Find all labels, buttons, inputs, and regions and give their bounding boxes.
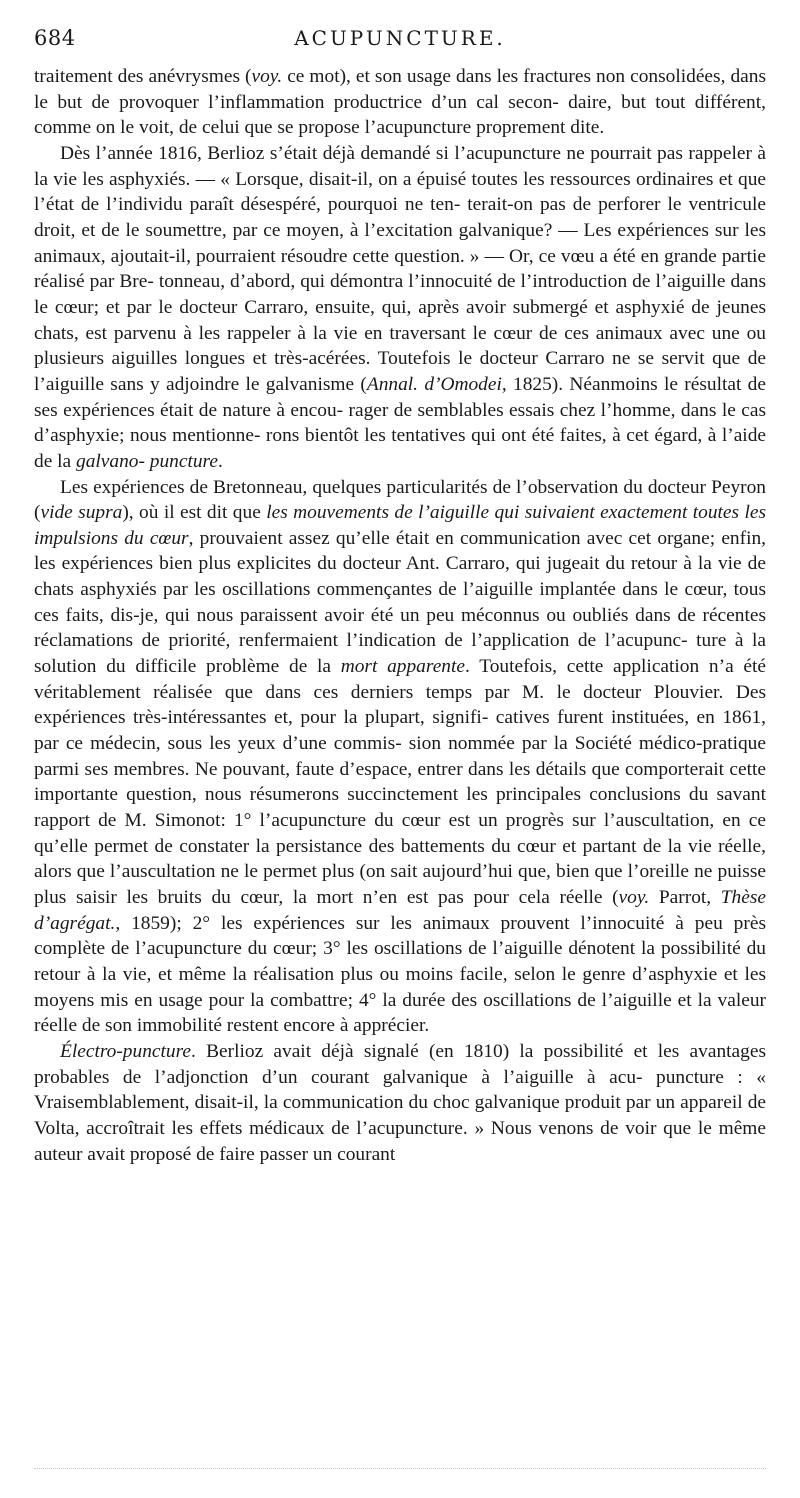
paragraph-4 (34, 1039, 766, 1167)
page-number: 684 (34, 26, 76, 50)
section-heading-electro-puncture: Électro-puncture (60, 1040, 192, 1062)
paragraph-3-text-c: ), où il est dit que (122, 502, 267, 524)
page-header (34, 26, 766, 56)
running-title: ACUPUNCTURE. (294, 26, 506, 50)
paragraph-3-text-a: Les expériences de Bretonneau, quelques particularités de l’observation du docteur Peyron ( (34, 476, 766, 524)
paragraph-1 (34, 64, 766, 141)
paragraph-3-text-g: . Toutefois, cette application n’a été véritablement réalisée que dans ces derniers temps par M. le docteur Plouvier. Des expériences très-intéressantes et, pour la plupart, signifi- catives furent instituées, en 1861, par ce médecin, sous les yeux d’une commis- sion nommée par la Société médico-pratique parmi ses membres. Ne pouvant, faute d’espace, entrer dans les détails que comporterait cette importante question, nous résumerons succinctement les principales conclusions du savant rapport de M. Simonot: 1° l’acupuncture du cœur est un progrès sur l’auscultation, en ce qu’elle permet de constater la persistance des battements du cœur et partant de la vie réelle, alors que l’auscultation ne le permet plus (on sait aujourd’hui que, bien que l’oreille ne puisse plus saisir les bruits du cœur, la mort n’en est pas pour cela réelle ( (34, 656, 766, 908)
paragraph-3-thesis: Thèse d’agrégat. (34, 887, 766, 934)
paragraph-2-text-c: , 1825). Néanmoins le résultat de ses expériences était de nature à encou- rager de semblables essais chez l’homme, dans le cas d’asphyxie; nous mentionne- rons bientôt les tentatives qui ont été faites, à cet égard, à l’aide de la (34, 373, 766, 472)
paragraph-3-text-e: , prouvaient assez qu’elle était en communication avec cet organe; enfin, les expériences bien plus explicites du docteur Ant. Carraro, qui jugeait du retour à la vie de chats asphyxiés par les oscillations commençantes de l’aiguille implantée dans le cœur, tous ces faits, dis-je, qui nous paraissent avoir été un peu méconnus ou oubliés dans de récentes réclamations de priorité, renfermaient l’indication de l’application de l’acupunc- ture à la solution du difficile problème de la (34, 527, 767, 678)
paragraph-1-voy: voy. (251, 66, 283, 87)
paragraph-2-term: galvano- puncture (76, 450, 218, 472)
paragraph-3-term: mort apparente (340, 656, 465, 678)
paragraph-3-quote: les mouvements de l’aiguille qui suivaient exactement toutes les impulsions du cœur (34, 502, 766, 549)
paragraph-2-text-a: Dès l’année 1816, Berlioz s’était déjà demandé si l’acupuncture ne pourrait pas rappeler à la vie les asphyxiés. — « Lorsque, disait-il, on a épuisé toutes les ressources ordinaires et que l’état de l’individu paraît désespéré, pourquoi ne ten- terait-on pas de perforer le ventricule droit, et de le soumettre, par ce moyen, à l’excitation galvanique? — Les expériences sur les animaux, ajoutait-il, pourraient résoudre cette question. » — Or, ce vœu a été en grande partie réalisé par Bre- tonneau, d’abord, qui démontra l’innocuité de l’introduction de l’aiguille dans le cœur; et par le docteur Carraro, ensuite, qui, après avoir submergé et asphyxié de jeunes chats, est parvenu à les rappeler à la vie en traversant le cœur de ces animaux avec une ou plusieurs aiguilles longues et très-acérées. Toutefois le docteur Carraro ne se servit que de l’aiguille sans y adjoindre le galvanisme ( (34, 142, 766, 395)
paragraph-4-text-b: . Berlioz avait déjà signalé (en 1810) la possibilité et les avantages probables de l’adjonction d’un courant galvanique à l’aiguille à acu- puncture : « Vraisemblablement, disait-il, la communication du choc galvanique produit par un appareil de Volta, accroîtrait les effets médicaux de l’acupuncture. » Nous venons de voir que le même auteur avait proposé de faire passer un courant (34, 1040, 766, 1165)
paragraph-3 (34, 475, 766, 1039)
paragraph-3-text-k: , 1859); 2° les expériences sur les animaux prouvent l’innocuité à peu près complète de l’acupuncture du cœur; 3° les oscillations de l’aiguille dénotent la possibilité du retour à la vie, et même la réalisation plus ou moins facile, selon le genre d’asphyxie et les moyens mis en usage pour la combattre; 4° la durée des oscillations de l’aiguille et la valeur réelle de son immobilité restent encore à apprécier. (34, 912, 766, 1037)
paragraph-2-citation: Annal. d’Omodei (366, 373, 502, 395)
paragraph-3-voy: voy. (618, 887, 650, 908)
paragraph-2 (34, 141, 766, 475)
footer-rule (34, 1460, 766, 1469)
paragraph-3-reference: vide supra (40, 502, 123, 524)
paragraph-2-text-e: . (217, 450, 223, 472)
paragraph-1-text: traitement des anévrysmes (voy. ce mot), et son usage dans les fractures non consolidées, dans le but de provoquer l’inflammation productrice d’un cal secon- daire, but tout différent, comme on le voit, de celui que se propose l’acupuncture proprement dite. (34, 66, 766, 139)
body-text (34, 64, 766, 1167)
paragraph-3-text-i: Parrot, (649, 887, 721, 908)
